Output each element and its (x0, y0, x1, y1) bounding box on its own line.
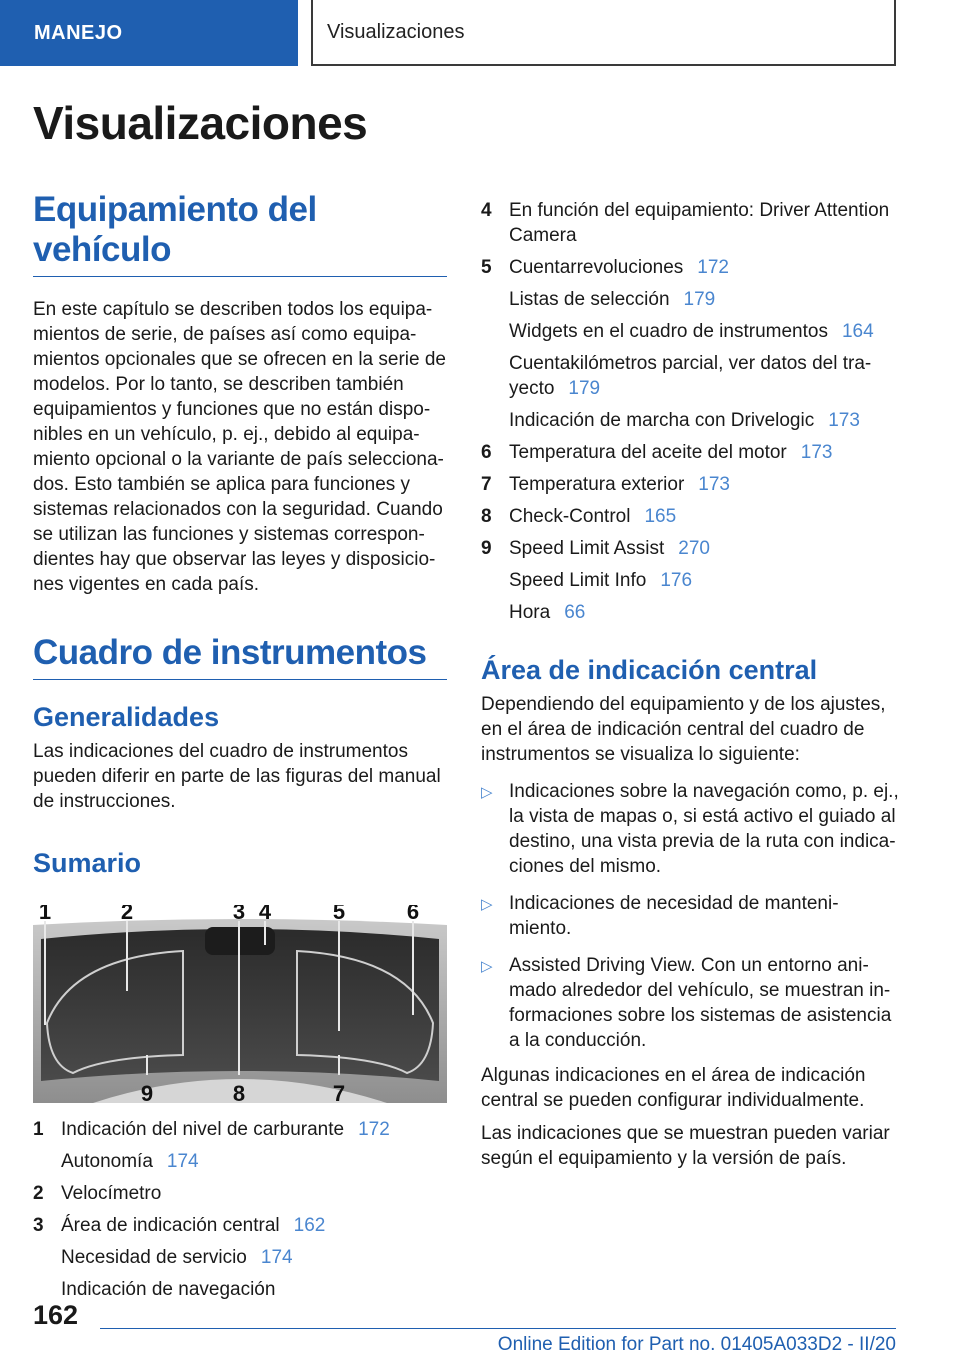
equip-line: dientes hay que observar las leyes y disposicio- (33, 549, 436, 570)
figure-callout-label: 7 (332, 1081, 346, 1103)
list-item (481, 198, 901, 248)
item-label: Temperatura exterior (509, 474, 685, 495)
figure-callout-label: 6 (406, 905, 420, 924)
general-line: Las indicaciones del cuadro de instrumentos (33, 741, 408, 762)
figure-callout-label: 9 (140, 1081, 154, 1103)
item-label: Camera (509, 225, 577, 246)
item-label: Speed Limit Info (509, 570, 647, 591)
item-text (509, 536, 901, 561)
list-item (481, 351, 901, 376)
bullet-line: formaciones sobre los sistemas de asistencia (509, 1005, 892, 1026)
figure-callout-label: 5 (332, 905, 346, 924)
page-number: 162 (33, 1300, 79, 1330)
item-text (509, 472, 901, 497)
figure-callout-label: 2 (120, 905, 134, 924)
equip-line: mientos opcionales que se ofrecen en la serie de (33, 349, 446, 370)
page-ref-link[interactable]: 162 (293, 1215, 326, 1236)
page-ref-link[interactable]: 164 (841, 321, 874, 342)
item-number: 4 (481, 200, 492, 221)
item-number: 1 (33, 1119, 44, 1140)
closing-line: Algunas indicaciones en el área de indicación (481, 1065, 866, 1086)
bullet-line: ciones del mismo. (509, 856, 662, 877)
figure-callout-label: 8 (232, 1081, 246, 1103)
item-label: Hora (509, 602, 551, 623)
header-chapter-label: Visualizaciones (327, 20, 465, 43)
figure-callout-label: 3 (232, 905, 246, 924)
item-number: 3 (33, 1215, 44, 1236)
general-line: pueden diferir en parte de las figuras del manual (33, 766, 441, 787)
right-column (481, 198, 901, 1171)
equipamiento-text (33, 297, 447, 597)
list-item (33, 1117, 447, 1142)
list-item (33, 1149, 447, 1174)
item-label: En función del equipamiento: Driver Attention (509, 200, 890, 221)
bullet-list (481, 779, 901, 1053)
item-label: Indicación de marcha con Drivelogic (509, 410, 815, 431)
list-item (33, 1245, 447, 1270)
closing-line: Las indicaciones que se muestran pueden variar (481, 1123, 890, 1144)
heading-sumario: Sumario (33, 848, 142, 878)
item-text (61, 1117, 447, 1142)
item-label: Temperatura del aceite del motor (509, 442, 787, 463)
item-label: Velocímetro (61, 1183, 162, 1204)
area-line: instrumentos se visualiza lo siguiente: (481, 744, 800, 765)
page-ref-link[interactable]: 172 (697, 257, 729, 278)
page-title: Visualizaciones (33, 97, 368, 149)
page-ref-link[interactable]: 270 (678, 538, 710, 559)
equip-line: equipamientos y funciones que no están dispo- (33, 399, 431, 420)
item-label: Indicación del nivel de carburante (61, 1119, 345, 1140)
bullet-line: mado alrededor del vehículo, se muestran in- (509, 980, 891, 1001)
item-number: 9 (481, 538, 492, 559)
generalidades-text (33, 739, 447, 814)
triangle-bullet-icon: ▷ (481, 958, 493, 975)
bullet-text (509, 779, 899, 879)
triangle-bullet-icon: ▷ (481, 784, 493, 801)
general-line: de instrucciones. (33, 791, 176, 812)
list-item (33, 1277, 447, 1302)
equip-line: nes vigentes en cada país. (33, 574, 260, 595)
bullet-line: miento. (509, 918, 572, 939)
list-item (481, 255, 901, 280)
figure-callout-label: 4 (258, 905, 272, 924)
area-line: en el área de indicación central del cuadro de (481, 719, 865, 740)
item-label: Widgets en el cuadro de instrumentos (509, 321, 828, 342)
item-text (509, 255, 901, 280)
header-section-label: MANEJO (34, 21, 123, 44)
page-ref-link[interactable]: 172 (358, 1119, 390, 1140)
equip-line: sistemas relacionados con la seguridad. Cuando (33, 499, 443, 520)
page-ref-link[interactable]: 173 (698, 474, 730, 495)
bullet-line: Indicaciones sobre la navegación como, p. ej., (509, 781, 899, 802)
closing-line: central se pueden configurar individualmente. (481, 1090, 865, 1111)
item-number: 8 (481, 506, 492, 527)
bullet-line: la vista de mapas o, si está activo el guiado al (509, 806, 896, 827)
instrument-cluster-image (33, 905, 447, 1103)
list-item (481, 600, 901, 625)
instrument-cluster-figure (33, 905, 447, 1103)
legend-list-left (33, 1117, 447, 1302)
page-ref-link[interactable]: 66 (564, 602, 586, 623)
list-item (33, 1213, 447, 1238)
item-label: Listas de selección (509, 289, 670, 310)
list-item (481, 287, 901, 312)
item-number: 6 (481, 442, 492, 463)
list-item (481, 568, 901, 593)
page-ref-link[interactable]: 174 (260, 1247, 293, 1268)
bullet-line: Indicaciones de necesidad de manteni- (509, 893, 839, 914)
bullet-text (509, 891, 839, 941)
list-item (481, 376, 901, 401)
heading-equipamiento: Equipamiento del vehículo (33, 190, 447, 277)
page-ref-link[interactable]: 179 (683, 289, 716, 310)
item-number: 7 (481, 474, 492, 495)
list-item (481, 440, 901, 465)
item-label: Speed Limit Assist (509, 538, 665, 559)
item-number: 5 (481, 257, 492, 278)
list-item (481, 891, 901, 941)
page-ref-link[interactable]: 165 (644, 506, 677, 527)
list-item (481, 319, 901, 344)
list-item (481, 504, 901, 529)
equip-line: se utilizan las funciones y sistemas correspon- (33, 524, 425, 545)
equip-line: miento opcional o la variante de país selecciona- (33, 449, 444, 470)
footer-divider (100, 1328, 896, 1329)
equip-line: nibles en un vehículo, p. ej., debido al equipa- (33, 424, 420, 445)
page-ref-link[interactable]: 173 (828, 410, 860, 431)
item-label: Check-Control (509, 506, 631, 527)
item-text (509, 504, 901, 529)
item-number: 2 (33, 1183, 44, 1204)
header-section (0, 0, 298, 66)
item-label: Área de indicación central (61, 1215, 280, 1236)
left-column (33, 190, 447, 1309)
bullet-line: destino, una vista previa de la ruta con indica- (509, 831, 896, 852)
page-ref-link[interactable]: 173 (800, 442, 833, 463)
page-ref-link[interactable]: 179 (568, 378, 601, 399)
area-intro-text (481, 692, 901, 767)
list-item (481, 953, 901, 1053)
list-item (481, 408, 901, 433)
equip-line: mientos de serie, de países así como equipa- (33, 324, 417, 345)
list-item (33, 1181, 447, 1206)
item-text (509, 198, 901, 248)
list-item (481, 536, 901, 561)
item-label: Autonomía (61, 1151, 153, 1172)
item-text (509, 440, 901, 465)
page-ref-link[interactable]: 174 (166, 1151, 199, 1172)
list-item (481, 779, 901, 879)
page-ref-link[interactable]: 176 (660, 570, 693, 591)
bullet-text (509, 953, 891, 1053)
list-item (481, 472, 901, 497)
item-label: Necesidad de servicio (61, 1247, 247, 1268)
item-label: Indicación de navegación (61, 1279, 276, 1300)
item-label: Cuentakilómetros parcial, ver datos del tra- (509, 353, 872, 374)
bullet-line: a la conducción. (509, 1030, 647, 1051)
figure-callout-label: 1 (38, 905, 52, 924)
triangle-bullet-icon: ▷ (481, 896, 493, 913)
equip-line: modelos. Por lo tanto, se describen también (33, 374, 404, 395)
item-label: yecto (509, 378, 555, 399)
heading-area-central: Área de indicación central (481, 655, 818, 685)
equip-line: En este capítulo se describen todos los equipa- (33, 299, 433, 320)
footer-edition: Online Edition for Part no. 01405A033D2 - II/20 (497, 1334, 896, 1355)
closing-line: según el equipamiento y la versión de país. (481, 1148, 847, 1169)
heading-cuadro: Cuadro de instrumentos (33, 633, 447, 680)
item-label: Cuentarrevoluciones (509, 257, 684, 278)
item-text (61, 1213, 447, 1238)
area-line: Dependiendo del equipamiento y de los ajustes, (481, 694, 886, 715)
equip-line: dos. Esto también se aplica para funciones y (33, 474, 411, 495)
closing-text-1 (481, 1063, 901, 1113)
heading-generalidades: Generalidades (33, 702, 220, 732)
header-chapter (311, 0, 896, 66)
closing-text-2 (481, 1121, 901, 1171)
bullet-line: Assisted Driving View. Con un entorno ani- (509, 955, 869, 976)
